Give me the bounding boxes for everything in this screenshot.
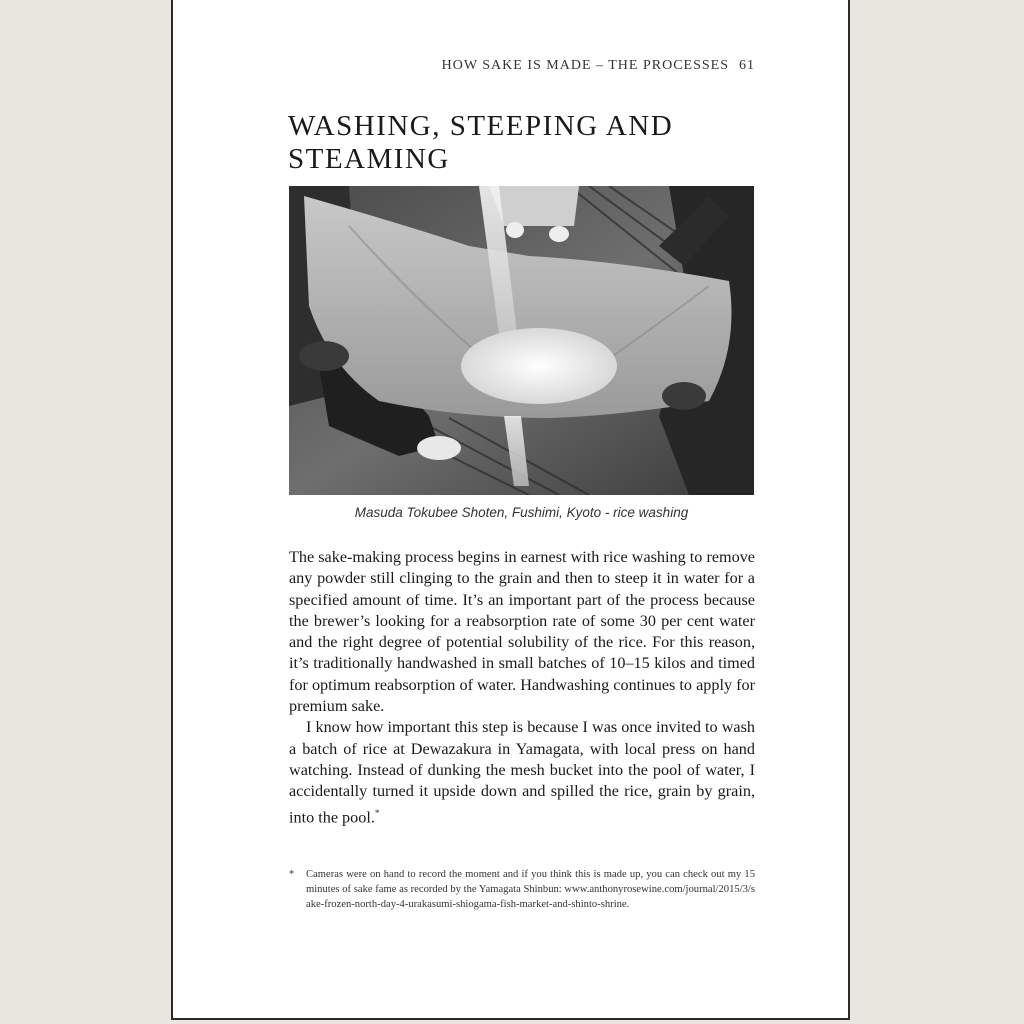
page-number: 61 — [739, 58, 755, 73]
body-text — [289, 547, 755, 828]
rice-washing-photo — [289, 186, 754, 495]
footnote — [289, 868, 755, 912]
body-paragraph: The sake-making process begins in earnest with rice washing to remove any powder still clinging to the grain and then to steep it in water for a specified amount of time. It’s an important part of the process because the brewer’s looking for a reabsorption rate of some 30 per cent water and the right degree of potential solubility of the rice. For this reason, it’s traditionally handwashed in small batches of 10–15 kilos and timed for optimum reabsorption of water. Handwashing continues to apply for premium sake. — [289, 548, 755, 716]
footnote-text: Cameras were on hand to record the moment and if you think this is made up, you can check out my 15 minutes of sake fame as recorded by the Yamagata Shinbun: www.anthonyrosewine.com/journal/2015/3/sake-frozen-north-day-4-urakasumi-shiogama-fish-market-and-shinto-shrine. — [306, 869, 755, 910]
body-paragraph-text: I know how important this step is because I was once invited to wash a batch of rice at Dewazakura in Yamagata, with local press on hand watching. Instead of dunking the mesh bucket into the pool of water, I accidentally turned it upside down and spilled the rice, grain by grain, into the pool. — [289, 718, 755, 826]
chapter-title: WASHING, STEEPING AND STEAMING — [288, 110, 674, 175]
footnote-mark: * — [289, 869, 295, 880]
book-page — [171, 0, 850, 1020]
body-paragraph — [289, 717, 755, 828]
photo-caption: Masuda Tokubee Shoten, Fushimi, Kyoto - rice washing — [354, 505, 689, 520]
running-head — [273, 58, 755, 74]
footnote-reference: * — [374, 807, 380, 818]
running-head-section: HOW SAKE IS MADE – THE PROCESSES — [441, 58, 729, 73]
rice-washing-photo-graphic — [289, 186, 754, 495]
